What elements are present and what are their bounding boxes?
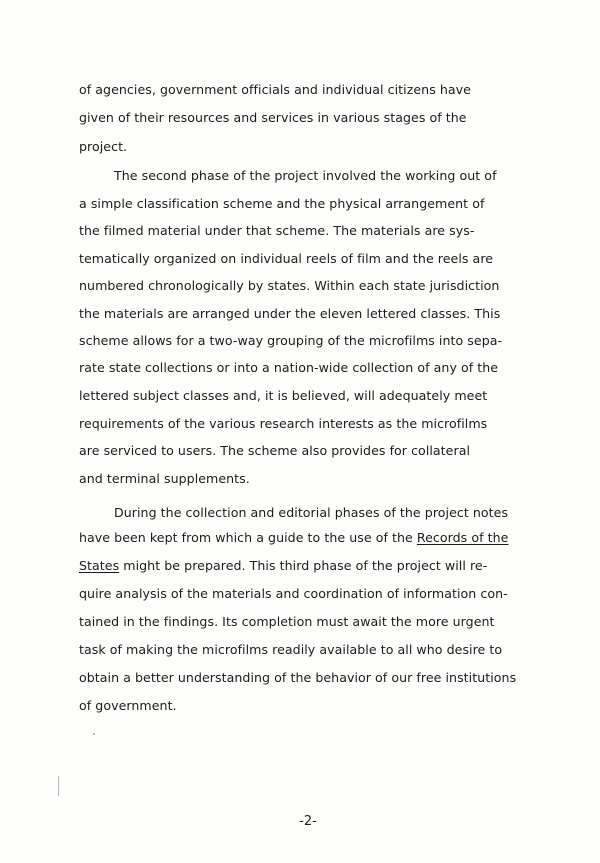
text-line: rate state collections or into a nation-wide collection of any of the xyxy=(79,360,499,375)
text-line: the materials are arranged under the eleven lettered classes. This xyxy=(79,306,501,321)
text-line: are serviced to users. The scheme also provides for collateral xyxy=(79,443,471,458)
text-fragment: might be prepared. This third phase of the project will re- xyxy=(123,558,488,573)
text-line: tained in the findings. Its completion must await the more urgent xyxy=(79,614,495,629)
text-line xyxy=(79,530,508,546)
text-line: given of their resources and services in various stages of the xyxy=(79,110,467,125)
underlined-title: Records of the xyxy=(416,530,509,545)
text-line: requirements of the various research interests as the microfilms xyxy=(79,416,488,431)
page-number: -2- xyxy=(299,814,317,829)
text-line: During the collection and editorial phases of the project notes xyxy=(114,505,509,520)
text-fragment: have been kept from which a guide to the use of the xyxy=(79,530,417,545)
text-line: The second phase of the project involved the working out of xyxy=(114,168,497,183)
text-line: of agencies, government officials and individual citizens have xyxy=(79,82,471,97)
text-line: lettered subject classes and, it is believed, will adequately meet xyxy=(79,388,488,403)
scan-speck xyxy=(93,733,95,735)
text-line: project. xyxy=(79,139,128,154)
text-line: a simple classification scheme and the physical arrangement of xyxy=(79,196,485,211)
scan-mark xyxy=(58,776,59,796)
text-line: tematically organized on individual reels of film and the reels are xyxy=(79,251,494,266)
text-line: the filmed material under that scheme. The materials are sys- xyxy=(79,223,475,238)
text-line: of government. xyxy=(79,698,177,713)
text-line: scheme allows for a two-way grouping of the microfilms into sepa- xyxy=(79,333,503,348)
text-line: task of making the microfilms readily available to all who desire to xyxy=(79,642,503,657)
text-line: numbered chronologically by states. Within each state jurisdiction xyxy=(79,278,500,293)
text-line: and terminal supplements. xyxy=(79,471,250,486)
text-line xyxy=(79,558,487,574)
text-line: quire analysis of the materials and coordination of information con- xyxy=(79,586,508,601)
text-line: obtain a better understanding of the behavior of our free institutions xyxy=(79,670,517,685)
underlined-title: States xyxy=(79,558,120,573)
